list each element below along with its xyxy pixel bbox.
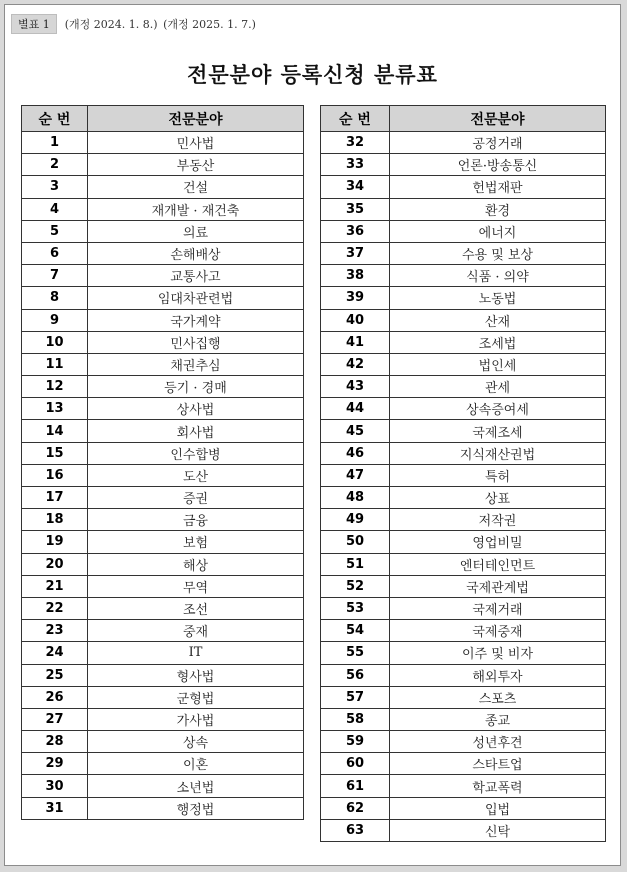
field-name: 국제거래	[390, 597, 606, 619]
field-name: 부동산	[88, 154, 304, 176]
table-row	[321, 420, 606, 442]
field-name: 의료	[88, 220, 304, 242]
row-number: 12	[22, 376, 88, 398]
row-number: 6	[22, 242, 88, 264]
row-number: 33	[321, 154, 390, 176]
row-number: 45	[321, 420, 390, 442]
row-number: 25	[22, 664, 88, 686]
row-number: 21	[22, 575, 88, 597]
table-row	[22, 376, 304, 398]
table-row	[321, 686, 606, 708]
field-name: 이혼	[88, 753, 304, 775]
row-number: 13	[22, 398, 88, 420]
field-name: 엔터테인먼트	[390, 553, 606, 575]
field-name: 노동법	[390, 287, 606, 309]
field-name: 군형법	[88, 686, 304, 708]
field-name: 학교폭력	[390, 775, 606, 797]
row-number: 2	[22, 154, 88, 176]
field-name: 건설	[88, 176, 304, 198]
table-row	[321, 575, 606, 597]
field-name: 소년법	[88, 775, 304, 797]
table-row	[22, 398, 304, 420]
field-name: IT	[88, 642, 304, 664]
field-name: 에너지	[390, 220, 606, 242]
column-header-field: 전문분야	[390, 106, 606, 132]
table-row	[321, 398, 606, 420]
table-body-left	[22, 132, 304, 820]
table-row	[22, 708, 304, 730]
row-number: 49	[321, 509, 390, 531]
table-row	[22, 353, 304, 375]
field-name: 증권	[88, 487, 304, 509]
field-name: 식품 · 의약	[390, 265, 606, 287]
row-number: 16	[22, 464, 88, 486]
table-row	[22, 686, 304, 708]
table-row	[22, 753, 304, 775]
table-row	[321, 819, 606, 841]
row-number: 22	[22, 597, 88, 619]
field-name: 국제관계법	[390, 575, 606, 597]
table-row	[321, 797, 606, 819]
field-name: 언론·방송통신	[390, 154, 606, 176]
table-row	[22, 553, 304, 575]
field-name: 조세법	[390, 331, 606, 353]
table-row	[321, 331, 606, 353]
row-number: 40	[321, 309, 390, 331]
table-row	[22, 642, 304, 664]
table-row	[321, 731, 606, 753]
row-number: 24	[22, 642, 88, 664]
row-number: 37	[321, 242, 390, 264]
column-header-number: 순 번	[22, 106, 88, 132]
table-row	[22, 597, 304, 619]
field-name: 이주 및 비자	[390, 642, 606, 664]
field-name: 입법	[390, 797, 606, 819]
row-number: 15	[22, 442, 88, 464]
field-name: 상속	[88, 731, 304, 753]
field-name: 상속증여세	[390, 398, 606, 420]
table-row	[321, 531, 606, 553]
field-name: 스타트업	[390, 753, 606, 775]
table-row	[321, 132, 606, 154]
table-row	[321, 708, 606, 730]
table-row	[22, 287, 304, 309]
field-name: 금융	[88, 509, 304, 531]
field-name: 해외투자	[390, 664, 606, 686]
row-number: 10	[22, 331, 88, 353]
row-number: 58	[321, 708, 390, 730]
table-header-row	[321, 106, 606, 132]
field-name: 관세	[390, 376, 606, 398]
field-name: 환경	[390, 198, 606, 220]
revision-notes	[65, 16, 258, 32]
table-row	[22, 420, 304, 442]
table-row	[22, 509, 304, 531]
table-row	[22, 575, 304, 597]
field-name: 특허	[390, 464, 606, 486]
table-row	[321, 664, 606, 686]
field-name: 상표	[390, 487, 606, 509]
row-number: 46	[321, 442, 390, 464]
table-header-row	[22, 106, 304, 132]
row-number: 29	[22, 753, 88, 775]
row-number: 59	[321, 731, 390, 753]
row-number: 50	[321, 531, 390, 553]
row-number: 17	[22, 487, 88, 509]
field-name: 조선	[88, 597, 304, 619]
table-row	[321, 309, 606, 331]
row-number: 57	[321, 686, 390, 708]
row-number: 1	[22, 132, 88, 154]
field-name: 도산	[88, 464, 304, 486]
row-number: 55	[321, 642, 390, 664]
row-number: 27	[22, 708, 88, 730]
document-header	[11, 14, 258, 34]
field-name: 국가계약	[88, 309, 304, 331]
table-row	[321, 376, 606, 398]
table-row	[22, 176, 304, 198]
field-name: 해상	[88, 553, 304, 575]
field-name: 지식재산권법	[390, 442, 606, 464]
table-row	[321, 265, 606, 287]
row-number: 44	[321, 398, 390, 420]
table-row	[22, 220, 304, 242]
field-name: 형사법	[88, 664, 304, 686]
row-number: 32	[321, 132, 390, 154]
table-row	[321, 487, 606, 509]
table-row	[321, 176, 606, 198]
field-name: 수용 및 보상	[390, 242, 606, 264]
field-name: 상사법	[88, 398, 304, 420]
table-row	[321, 442, 606, 464]
field-name: 가사법	[88, 708, 304, 730]
row-number: 42	[321, 353, 390, 375]
annex-badge: 별표 1	[11, 14, 57, 34]
row-number: 9	[22, 309, 88, 331]
classification-table-left	[21, 105, 304, 820]
table-row	[321, 620, 606, 642]
revision-note-1: (개정 2024. 1. 8.)	[64, 18, 158, 31]
row-number: 14	[22, 420, 88, 442]
field-name: 종교	[390, 708, 606, 730]
table-row	[321, 642, 606, 664]
table-row	[22, 620, 304, 642]
row-number: 54	[321, 620, 390, 642]
field-name: 헌법재판	[390, 176, 606, 198]
field-name: 보험	[88, 531, 304, 553]
column-header-number: 순 번	[321, 106, 390, 132]
table-row	[22, 242, 304, 264]
field-name: 등기 · 경매	[88, 376, 304, 398]
field-name: 임대차관련법	[88, 287, 304, 309]
document-title: 전문분야 등록신청 분류표	[187, 63, 438, 87]
row-number: 52	[321, 575, 390, 597]
field-name: 회사법	[88, 420, 304, 442]
field-name: 민사법	[88, 132, 304, 154]
field-name: 인수합병	[88, 442, 304, 464]
row-number: 36	[321, 220, 390, 242]
table-row	[321, 220, 606, 242]
table-row	[22, 331, 304, 353]
row-number: 39	[321, 287, 390, 309]
field-name: 공정거래	[390, 132, 606, 154]
table-row	[321, 464, 606, 486]
field-name: 산재	[390, 309, 606, 331]
table-row	[22, 797, 304, 819]
table-row	[321, 553, 606, 575]
classification-table-right	[320, 105, 606, 842]
table-row	[321, 287, 606, 309]
document-page	[4, 4, 621, 866]
table-row	[22, 154, 304, 176]
row-number: 41	[321, 331, 390, 353]
row-number: 3	[22, 176, 88, 198]
field-name: 교통사고	[88, 265, 304, 287]
table-row	[22, 531, 304, 553]
row-number: 4	[22, 198, 88, 220]
row-number: 51	[321, 553, 390, 575]
row-number: 5	[22, 220, 88, 242]
row-number: 62	[321, 797, 390, 819]
row-number: 30	[22, 775, 88, 797]
row-number: 48	[321, 487, 390, 509]
field-name: 행정법	[88, 797, 304, 819]
table-row	[22, 775, 304, 797]
field-name: 신탁	[390, 819, 606, 841]
row-number: 35	[321, 198, 390, 220]
table-body-right	[321, 132, 606, 842]
table-row	[321, 509, 606, 531]
field-name: 국제조세	[390, 420, 606, 442]
row-number: 34	[321, 176, 390, 198]
table-row	[321, 242, 606, 264]
row-number: 60	[321, 753, 390, 775]
row-number: 28	[22, 731, 88, 753]
row-number: 20	[22, 553, 88, 575]
row-number: 18	[22, 509, 88, 531]
row-number: 63	[321, 819, 390, 841]
field-name: 국제중재	[390, 620, 606, 642]
table-row	[321, 198, 606, 220]
table-row	[22, 198, 304, 220]
row-number: 7	[22, 265, 88, 287]
row-number: 19	[22, 531, 88, 553]
table-row	[22, 442, 304, 464]
table-row	[22, 464, 304, 486]
field-name: 재개발 · 재건축	[88, 198, 304, 220]
row-number: 38	[321, 265, 390, 287]
field-name: 영업비밀	[390, 531, 606, 553]
table-row	[22, 664, 304, 686]
row-number: 47	[321, 464, 390, 486]
row-number: 23	[22, 620, 88, 642]
row-number: 43	[321, 376, 390, 398]
row-number: 61	[321, 775, 390, 797]
table-row	[22, 265, 304, 287]
table-row	[22, 487, 304, 509]
table-row	[321, 353, 606, 375]
row-number: 56	[321, 664, 390, 686]
table-row	[22, 309, 304, 331]
field-name: 손해배상	[88, 242, 304, 264]
field-name: 중재	[88, 620, 304, 642]
column-header-field: 전문분야	[88, 106, 304, 132]
table-row	[321, 753, 606, 775]
table-row	[22, 132, 304, 154]
field-name: 법인세	[390, 353, 606, 375]
table-row	[321, 597, 606, 619]
table-row	[321, 154, 606, 176]
row-number: 31	[22, 797, 88, 819]
table-row	[22, 731, 304, 753]
field-name: 민사집행	[88, 331, 304, 353]
revision-note-2: (개정 2025. 1. 7.)	[163, 18, 256, 31]
row-number: 11	[22, 353, 88, 375]
field-name: 무역	[88, 575, 304, 597]
table-row	[321, 775, 606, 797]
row-number: 8	[22, 287, 88, 309]
field-name: 성년후견	[390, 731, 606, 753]
field-name: 스포츠	[390, 686, 606, 708]
field-name: 저작권	[390, 509, 606, 531]
row-number: 26	[22, 686, 88, 708]
field-name: 채권추심	[88, 353, 304, 375]
row-number: 53	[321, 597, 390, 619]
